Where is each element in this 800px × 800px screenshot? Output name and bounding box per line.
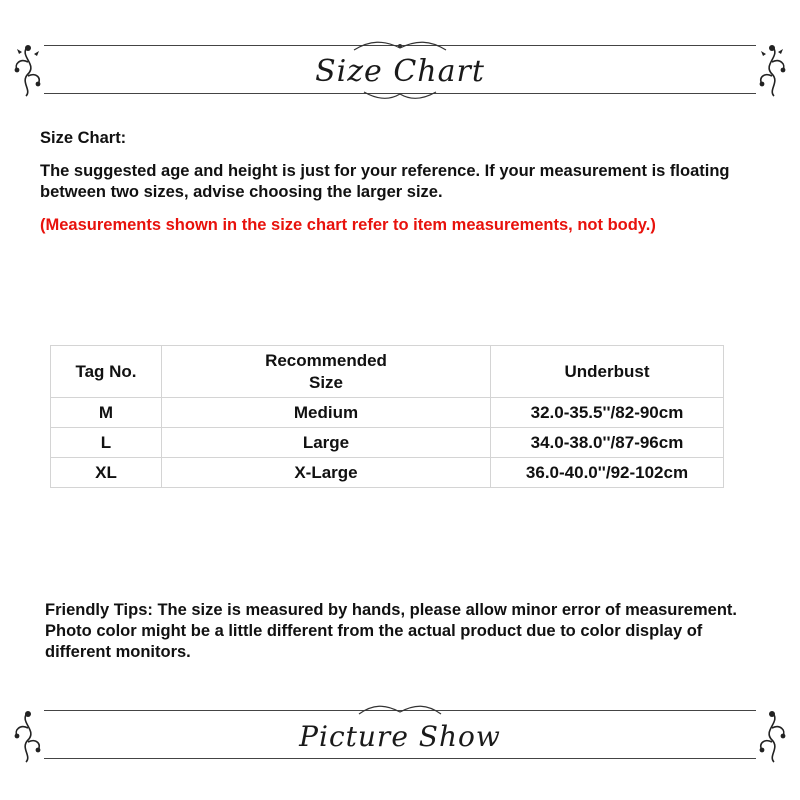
picture-show-banner	[0, 700, 800, 770]
measurement-warning: (Measurements shown in the size chart refer to item measurements, not body.)	[40, 216, 656, 234]
flourish-divider-icon	[350, 40, 450, 52]
header-recommended-line2: Size	[308, 372, 344, 392]
header-recommended-line1: Recommended	[265, 350, 387, 370]
intro-section	[40, 128, 760, 236]
reference-note: The suggested age and height is just for your reference. If your measurement is floating between two sizes, advise choosing the larger size.	[40, 162, 730, 201]
header-tag: Tag No.	[51, 346, 162, 398]
cell-tag: L	[51, 428, 162, 458]
banner-rule-bottom	[44, 758, 756, 759]
friendly-tips	[45, 600, 765, 663]
cell-underbust: 32.0-35.5''/82-90cm	[491, 398, 724, 428]
table-row	[51, 458, 724, 488]
size-table	[50, 345, 724, 488]
header-underbust: Underbust	[491, 346, 724, 398]
size-chart-banner	[0, 40, 800, 110]
flourish-divider-icon	[355, 704, 445, 716]
cell-size: Large	[162, 428, 491, 458]
cell-tag: M	[51, 398, 162, 428]
section-heading: Size Chart:	[40, 129, 127, 147]
cell-underbust: 34.0-38.0''/87-96cm	[491, 428, 724, 458]
table-row	[51, 428, 724, 458]
table-row	[51, 398, 724, 428]
table-header-row	[51, 346, 724, 398]
tips-text: Friendly Tips: The size is measured by hands, please allow minor error of measurement. Photo color might be a little different from the actual product due to color display of different monitors.	[45, 601, 737, 661]
cell-size: Medium	[162, 398, 491, 428]
cell-size: X-Large	[162, 458, 491, 488]
flourish-divider-icon	[360, 90, 440, 100]
cell-underbust: 36.0-40.0''/92-102cm	[491, 458, 724, 488]
cell-tag: XL	[51, 458, 162, 488]
banner-title: Picture Show	[299, 720, 501, 753]
header-recommended-size	[162, 346, 491, 398]
banner-title: Size Chart	[315, 54, 485, 89]
